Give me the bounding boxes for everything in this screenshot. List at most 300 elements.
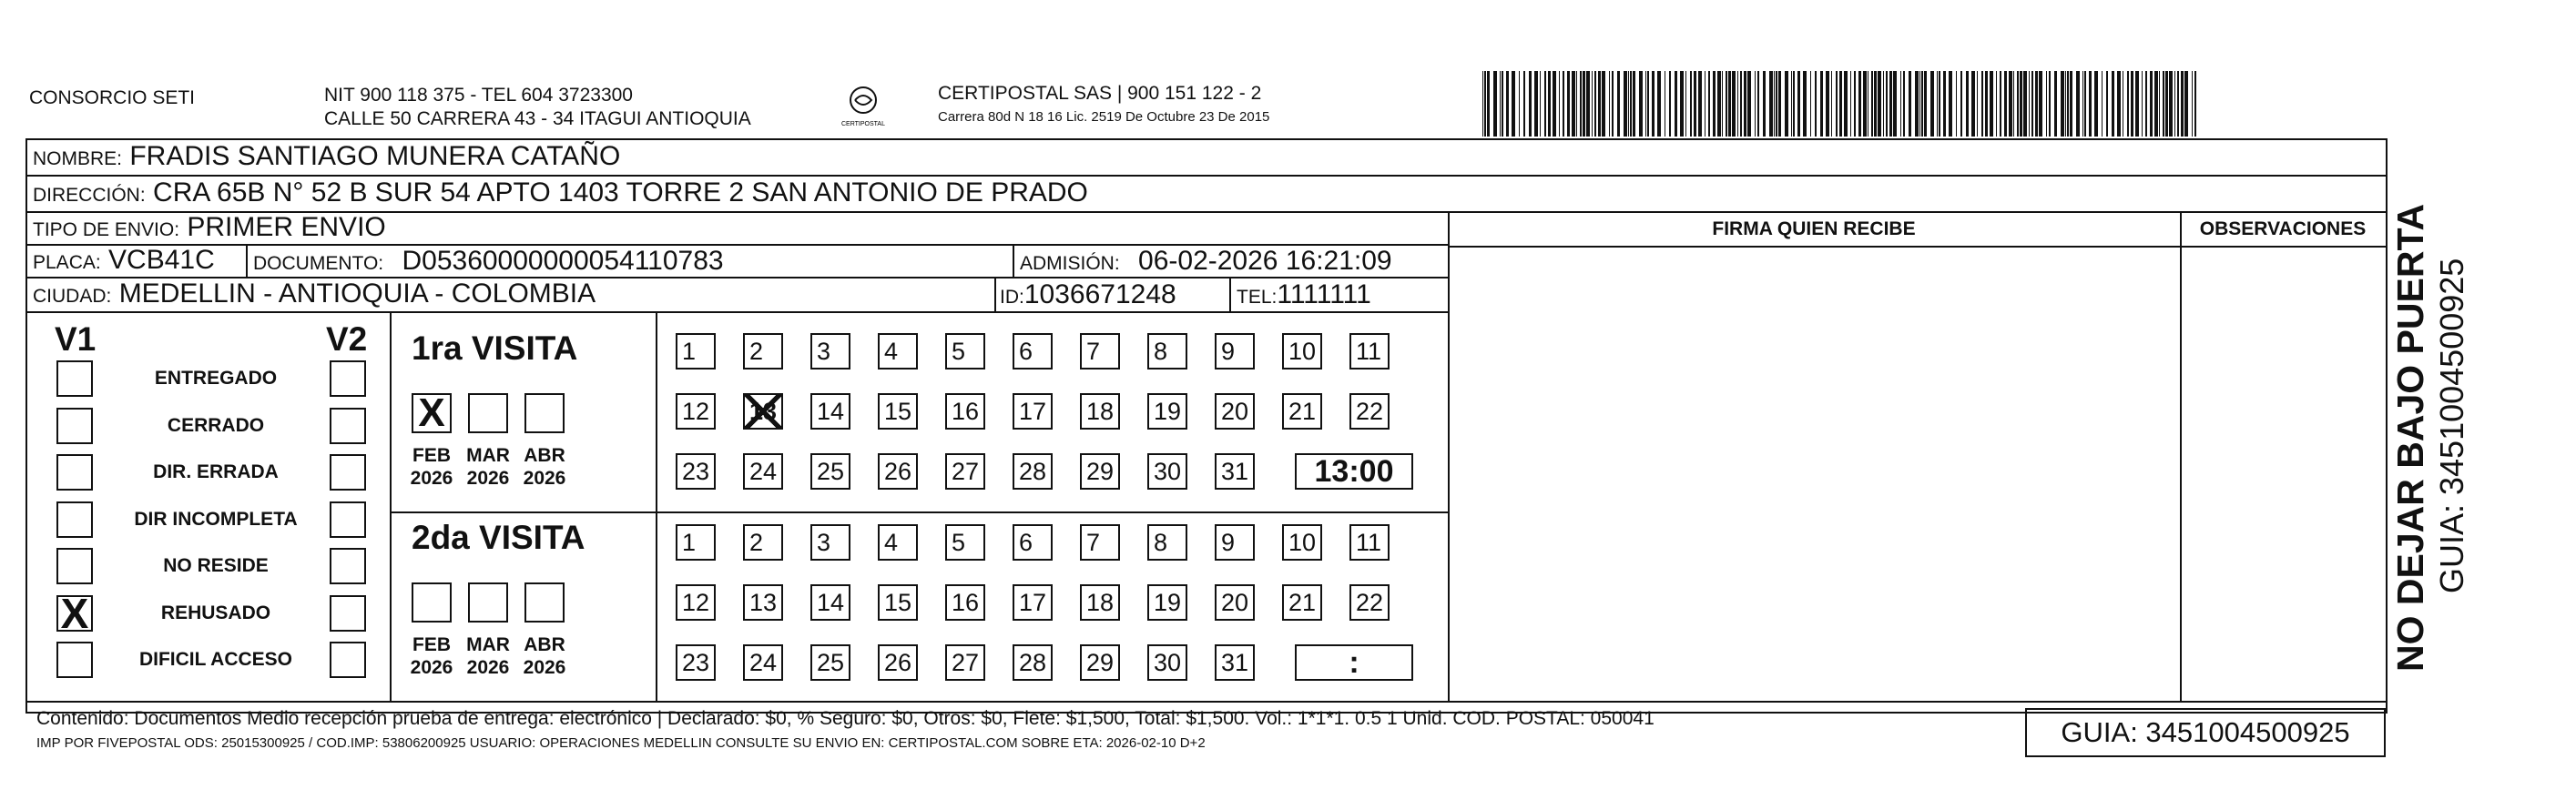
- barcode-bar: [1647, 71, 1649, 137]
- barcode-bar: [1737, 71, 1738, 137]
- month-name: ABR: [524, 634, 565, 655]
- barcode-bar: [1484, 71, 1486, 137]
- barcode-bar: [1797, 71, 1800, 137]
- barcode-bar: [1793, 71, 1795, 137]
- month-year: 2026: [523, 657, 566, 678]
- v2-checkbox[interactable]: [330, 595, 366, 632]
- barcode-bar: [1624, 71, 1627, 137]
- admision-value: 06-02-2026 16:21:09: [1138, 246, 1392, 276]
- day-checkbox[interactable]: 27: [945, 453, 985, 490]
- day-checkbox[interactable]: 16: [945, 393, 985, 430]
- barcode-bar: [2094, 71, 2098, 137]
- barcode-bar: [1930, 71, 1934, 137]
- row-direccion: [27, 177, 2386, 213]
- barcode-bar: [1559, 71, 1560, 137]
- barcode-bar: [1981, 71, 1983, 137]
- barcode-bar: [1713, 71, 1716, 137]
- barcode-bar: [1757, 71, 1759, 137]
- v1-checkbox[interactable]: [56, 548, 93, 584]
- v1-checkbox[interactable]: [56, 501, 93, 538]
- barcode-bar: [1576, 71, 1577, 137]
- day-checkbox[interactable]: 25: [810, 453, 850, 490]
- observations-area[interactable]: [2184, 249, 2382, 699]
- barcode-bar: [2084, 71, 2086, 137]
- barcode-bar: [1592, 71, 1593, 137]
- month-checkbox[interactable]: [524, 393, 565, 433]
- day-checkbox[interactable]: 30: [1147, 644, 1187, 681]
- barcode-bar: [1854, 71, 1856, 137]
- barcode-bar: [2192, 71, 2193, 137]
- barcode-bar: [1966, 71, 1969, 137]
- barcode-bar: [1893, 71, 1897, 137]
- barcode-bar: [1919, 71, 1920, 137]
- day-checkbox[interactable]: 22: [1349, 393, 1390, 430]
- barcode-bar: [1675, 71, 1677, 137]
- day-checkbox[interactable]: 13: [743, 393, 783, 430]
- ciudad-value: MEDELLIN - ANTIOQUIA - COLOMBIA: [118, 278, 596, 309]
- nit-line: NIT 900 118 375 - TEL 604 3723300: [324, 85, 633, 106]
- barcode-bar: [1820, 71, 1823, 137]
- signature-area[interactable]: [1453, 249, 2176, 699]
- barcode-bar: [1628, 71, 1629, 137]
- barcode-bar: [1939, 71, 1940, 137]
- month-checkbox[interactable]: [412, 582, 452, 623]
- barcode-bar: [1502, 71, 1503, 137]
- month-name: MAR: [466, 445, 510, 466]
- day-checkbox[interactable]: 9: [1215, 333, 1255, 370]
- barcode: [1482, 71, 2204, 137]
- barcode-bar: [2194, 71, 2196, 137]
- barcode-bar: [2013, 71, 2014, 137]
- barcode-bar: [1708, 71, 1710, 137]
- barcode-bar: [1985, 71, 1988, 137]
- contenido-text: Contenido: Documentos Medio recepción prueba de entrega: electrónico | Declarado: $0, % Seguro: $0, Otros: $0, Flete: $1,500, Total: $1,500. Vol.: 1*1*1. 0.5 1 Unid. COD. POSTAL: 050041: [36, 708, 1655, 729]
- barcode-bar: [2165, 71, 2168, 137]
- tel-field: [1237, 278, 1371, 314]
- barcode-bar: [1956, 71, 1957, 137]
- barcode-bar: [1977, 71, 1978, 137]
- month-year: 2026: [410, 468, 453, 489]
- barcode-bar: [1785, 71, 1788, 137]
- barcode-bar: [1839, 71, 1842, 137]
- barcode-bar: [1937, 71, 1938, 137]
- barcode-bar: [2029, 71, 2030, 137]
- barcode-bar: [2145, 71, 2147, 137]
- barcode-bar: [1774, 71, 1775, 137]
- month-label: [406, 444, 457, 490]
- day-checkbox[interactable]: 18: [1080, 584, 1120, 621]
- barcode-bar: [1487, 71, 1490, 137]
- admision-label: ADMISIÓN:: [1020, 253, 1120, 274]
- v1-checkbox[interactable]: [56, 642, 93, 678]
- month-year: 2026: [410, 657, 453, 678]
- barcode-bar: [1645, 71, 1646, 137]
- firma-header: FIRMA QUIEN RECIBE: [1712, 218, 1916, 239]
- id-field: [1000, 278, 1176, 314]
- barcode-bar: [1791, 71, 1792, 137]
- day-checkbox[interactable]: 10: [1282, 524, 1322, 561]
- day-checkbox[interactable]: 21: [1282, 584, 1322, 621]
- barcode-bar: [1633, 71, 1635, 137]
- day-checkbox[interactable]: 20: [1215, 393, 1255, 430]
- status-reason-label: DIR INCOMPLETA: [134, 508, 298, 530]
- day-checkbox[interactable]: 9: [1215, 524, 1255, 561]
- day-checkbox[interactable]: 28: [1013, 644, 1053, 681]
- v2-checkbox[interactable]: [330, 360, 366, 397]
- day-checkbox[interactable]: 29: [1080, 453, 1120, 490]
- barcode-bar: [1698, 71, 1702, 137]
- guia-vertical: GUIA: 3451004500925: [2433, 258, 2470, 593]
- barcode-bar: [1639, 71, 1643, 137]
- v2-checkbox[interactable]: [330, 501, 366, 538]
- row-nombre: [27, 140, 2386, 177]
- barcode-bar: [1586, 71, 1590, 137]
- address-line: CALLE 50 CARRERA 43 - 34 ITAGUI ANTIOQUIA: [324, 108, 751, 129]
- status-reason-label: DIFICIL ACCESO: [138, 649, 292, 670]
- barcode-bar: [1717, 71, 1721, 137]
- barcode-bar: [2067, 71, 2069, 137]
- barcode-bar: [2009, 71, 2012, 137]
- barcode-bar: [2150, 71, 2153, 137]
- status-reason-label: CERRADO: [167, 414, 265, 436]
- status-reason-label: REHUSADO: [160, 602, 271, 623]
- month-label: [463, 633, 514, 679]
- barcode-bar: [2117, 71, 2121, 137]
- v1-header: V1: [55, 320, 97, 358]
- month-checkbox[interactable]: [468, 582, 508, 623]
- month-label: [406, 633, 457, 679]
- barcode-bar: [1776, 71, 1777, 137]
- month-year: 2026: [466, 468, 510, 489]
- barcode-bar: [1685, 71, 1686, 137]
- barcode-bar: [2082, 71, 2083, 137]
- row-ciudad: [27, 278, 1448, 313]
- day-checkbox[interactable]: 15: [878, 393, 918, 430]
- imp-text: IMP POR FIVEPOSTAL ODS: 25015300925 / COD.IMP: 53806200925 USUARIO: OPERACIONES MEDELLIN CONSULTE SU ENVIO EN: CERTIPOSTAL.COM SOBRE ETA: 2026-02-10 D+2: [36, 735, 1206, 751]
- barcode-bar: [1943, 71, 1946, 137]
- guia-box: GUIA: 3451004500925: [2025, 708, 2386, 757]
- day-checkbox[interactable]: 28: [1013, 453, 1053, 490]
- day-checkbox[interactable]: 27: [945, 644, 985, 681]
- barcode-bar: [1482, 71, 1483, 137]
- day-checkbox[interactable]: 31: [1215, 644, 1255, 681]
- day-checkbox[interactable]: 14: [810, 584, 850, 621]
- month-checkbox[interactable]: [524, 582, 565, 623]
- barcode-bar: [1921, 71, 1923, 137]
- v1-checkbox[interactable]: X: [56, 595, 93, 632]
- ciudad-label: CIUDAD:: [33, 286, 112, 307]
- barcode-bar: [1878, 71, 1881, 137]
- barcode-bar: [2031, 71, 2033, 137]
- barcode-bar: [1886, 71, 1888, 137]
- barcode-bar: [1609, 71, 1610, 137]
- barcode-bar: [1960, 71, 1962, 137]
- barcode-bar: [2089, 71, 2092, 137]
- placa-label: PLACA:: [33, 252, 101, 273]
- barcode-bar: [1583, 71, 1585, 137]
- barcode-bar: [2020, 71, 2022, 137]
- barcode-bar: [1996, 71, 1997, 137]
- month-label: [463, 444, 514, 490]
- month-name: FEB: [412, 445, 451, 466]
- barcode-bar: [2035, 71, 2038, 137]
- documento-value: D05360000000054110783: [402, 246, 724, 276]
- barcode-bar: [1493, 71, 1497, 137]
- day-checkbox[interactable]: 26: [878, 644, 918, 681]
- barcode-bar: [2017, 71, 2019, 137]
- barcode-bar: [1680, 71, 1684, 137]
- barcode-bar: [2154, 71, 2158, 137]
- day-checkbox[interactable]: 22: [1349, 584, 1390, 621]
- day-checkbox[interactable]: 8: [1147, 524, 1187, 561]
- barcode-bar: [1732, 71, 1736, 137]
- day-checkbox[interactable]: 7: [1080, 524, 1120, 561]
- month-name: MAR: [466, 634, 510, 655]
- day-checkbox[interactable]: 2: [743, 333, 783, 370]
- barcode-bar: [1803, 71, 1807, 137]
- id-value: 1036671248: [1023, 279, 1176, 309]
- tipo-value: PRIMER ENVIO: [187, 212, 386, 242]
- barcode-bar: [1871, 71, 1873, 137]
- day-checkbox[interactable]: 19: [1147, 584, 1187, 621]
- barcode-bar: [1728, 71, 1731, 137]
- day-checkbox[interactable]: 4: [878, 524, 918, 561]
- barcode-bar: [2177, 71, 2179, 137]
- month-checkbox[interactable]: X: [412, 393, 452, 433]
- certipostal-address: Carrera 80d N 18 16 Lic. 2519 De Octubre 23 De 2015: [938, 109, 1270, 125]
- barcode-bar: [2127, 71, 2129, 137]
- day-checkbox[interactable]: 17: [1013, 393, 1053, 430]
- barcode-bar: [1810, 71, 1811, 137]
- v1-checkbox[interactable]: [56, 360, 93, 397]
- barcode-bar: [1924, 71, 1927, 137]
- day-checkbox[interactable]: 31: [1215, 453, 1255, 490]
- barcode-bar: [1657, 71, 1661, 137]
- barcode-bar: [2106, 71, 2108, 137]
- v1-checkbox[interactable]: [56, 408, 93, 444]
- barcode-bar: [1694, 71, 1696, 137]
- id-label: ID:: [1000, 287, 1024, 308]
- time-field[interactable]: :: [1295, 644, 1413, 681]
- second-visit-title: 2da VISITA: [412, 519, 585, 556]
- company-name: CONSORCIO SETI: [29, 87, 196, 108]
- v2-checkbox[interactable]: [330, 548, 366, 584]
- barcode-bar: [1519, 71, 1520, 137]
- day-checkbox[interactable]: 29: [1080, 644, 1120, 681]
- tel-label: TEL:: [1237, 287, 1278, 308]
- barcode-bar: [2112, 71, 2114, 137]
- status-reason-label: DIR. ERRADA: [153, 461, 279, 482]
- v2-checkbox[interactable]: [330, 454, 366, 491]
- barcode-bar: [1740, 71, 1742, 137]
- barcode-bar: [1909, 71, 1911, 137]
- barcode-bar: [1844, 71, 1848, 137]
- barcode-bar: [1900, 71, 1901, 137]
- v2-header: V2: [326, 320, 368, 358]
- day-checkbox[interactable]: 24: [743, 644, 783, 681]
- status-reason-label: ENTREGADO: [154, 368, 278, 389]
- barcode-bar: [1858, 71, 1861, 137]
- day-checkbox[interactable]: 16: [945, 584, 985, 621]
- barcode-bar: [1915, 71, 1919, 137]
- barcode-bar: [1612, 71, 1614, 137]
- logo-text: CERTIPOSTAL: [841, 121, 885, 127]
- day-checkbox[interactable]: 21: [1282, 393, 1322, 430]
- direccion-label: DIRECCIÓN:: [33, 185, 146, 206]
- barcode-bar: [1850, 71, 1851, 137]
- barcode-bar: [2181, 71, 2184, 137]
- barcode-bar: [1617, 71, 1620, 137]
- barcode-bar: [2054, 71, 2057, 137]
- day-checkbox[interactable]: 8: [1147, 333, 1187, 370]
- barcode-bar: [1652, 71, 1655, 137]
- day-checkbox[interactable]: 2: [743, 524, 783, 561]
- day-checkbox[interactable]: 25: [810, 644, 850, 681]
- barcode-bar: [1826, 71, 1829, 137]
- barcode-bar: [1506, 71, 1509, 137]
- day-checkbox[interactable]: 23: [676, 453, 716, 490]
- barcode-bar: [2070, 71, 2072, 137]
- barcode-bar: [1534, 71, 1538, 137]
- day-checkbox[interactable]: 26: [878, 453, 918, 490]
- day-checkbox[interactable]: 30: [1147, 453, 1187, 490]
- barcode-bar: [1602, 71, 1605, 137]
- barcode-bar: [1903, 71, 1905, 137]
- barcode-bar: [2135, 71, 2139, 137]
- first-visit-title: 1ra VISITA: [412, 329, 578, 367]
- barcode-bar: [1990, 71, 1993, 137]
- tel-value: 1111111: [1277, 279, 1371, 309]
- barcode-bar: [1726, 71, 1727, 137]
- warning-vertical: NO DEJAR BAJO PUERTA: [2389, 203, 2431, 672]
- barcode-bar: [2169, 71, 2173, 137]
- day-checkbox[interactable]: 19: [1147, 393, 1187, 430]
- barcode-bar: [1598, 71, 1601, 137]
- month-label: [519, 633, 570, 679]
- v2-checkbox[interactable]: [330, 642, 366, 678]
- day-checkbox[interactable]: 13: [743, 584, 783, 621]
- barcode-bar: [2142, 71, 2143, 137]
- day-checkbox[interactable]: 23: [676, 644, 716, 681]
- day-checkbox[interactable]: 3: [810, 524, 850, 561]
- nombre-label: NOMBRE:: [33, 148, 123, 169]
- barcode-bar: [1544, 71, 1546, 137]
- barcode-bar: [1580, 71, 1582, 137]
- v2-checkbox[interactable]: [330, 408, 366, 444]
- barcode-bar: [2023, 71, 2027, 137]
- observaciones-header: OBSERVACIONES: [2199, 218, 2367, 239]
- barcode-bar: [1949, 71, 1952, 137]
- month-name: ABR: [524, 445, 565, 466]
- barcode-bar: [1553, 71, 1556, 137]
- barcode-bar: [2131, 71, 2133, 137]
- barcode-bar: [1755, 71, 1756, 137]
- month-name: FEB: [412, 634, 451, 655]
- day-checkbox[interactable]: 7: [1080, 333, 1120, 370]
- barcode-bar: [2039, 71, 2042, 137]
- barcode-bar: [2184, 71, 2188, 137]
- barcode-bar: [2174, 71, 2175, 137]
- barcode-bar: [1744, 71, 1746, 137]
- barcode-bar: [1883, 71, 1884, 137]
- barcode-bar: [1630, 71, 1632, 137]
- day-checkbox[interactable]: 12: [676, 393, 716, 430]
- day-checkbox[interactable]: 15: [878, 584, 918, 621]
- barcode-bar: [1836, 71, 1838, 137]
- certipostal-logo: [836, 84, 891, 129]
- day-checkbox[interactable]: 10: [1282, 333, 1322, 370]
- barcode-bar: [2046, 71, 2047, 137]
- status-reason-label: NO RESIDE: [163, 555, 269, 576]
- day-checkbox[interactable]: 3: [810, 333, 850, 370]
- v1-checkbox[interactable]: [56, 454, 93, 491]
- barcode-bar: [1548, 71, 1551, 137]
- barcode-bar: [1769, 71, 1773, 137]
- day-checkbox[interactable]: 24: [743, 453, 783, 490]
- barcode-bar: [1500, 71, 1501, 137]
- day-checkbox[interactable]: 6: [1013, 333, 1053, 370]
- day-checkbox[interactable]: 6: [1013, 524, 1053, 561]
- certipostal-line: CERTIPOSTAL SAS | 900 151 122 - 2: [938, 83, 1262, 104]
- barcode-bar: [1874, 71, 1877, 137]
- month-year: 2026: [466, 657, 510, 678]
- day-checkbox[interactable]: 18: [1080, 393, 1120, 430]
- day-checkbox[interactable]: 14: [810, 393, 850, 430]
- barcode-bar: [1572, 71, 1575, 137]
- barcode-bar: [1523, 71, 1525, 137]
- barcode-bar: [2102, 71, 2103, 137]
- barcode-bar: [2000, 71, 2001, 137]
- barcode-bar: [2065, 71, 2066, 137]
- barcode-bar: [1815, 71, 1817, 137]
- direccion-value: CRA 65B N° 52 B SUR 54 APTO 1403 TORRE 2 SAN ANTONIO DE PRADO: [153, 177, 1088, 208]
- barcode-bar: [1747, 71, 1751, 137]
- barcode-bar: [1763, 71, 1766, 137]
- day-checkbox[interactable]: 1: [676, 524, 716, 561]
- barcode-bar: [1722, 71, 1723, 137]
- day-checkbox[interactable]: 5: [945, 524, 985, 561]
- month-checkbox[interactable]: [468, 393, 508, 433]
- day-checkbox[interactable]: 20: [1215, 584, 1255, 621]
- barcode-bar: [1567, 71, 1570, 137]
- barcode-bar: [1529, 71, 1532, 137]
- month-label: [519, 444, 570, 490]
- admision-field: [1020, 246, 1392, 279]
- day-checkbox[interactable]: 1: [676, 333, 716, 370]
- barcode-bar: [1594, 71, 1596, 137]
- day-checkbox[interactable]: 4: [878, 333, 918, 370]
- day-checkbox[interactable]: 17: [1013, 584, 1053, 621]
- barcode-bar: [1540, 71, 1541, 137]
- barcode-bar: [1863, 71, 1867, 137]
- nombre-value: FRADIS SANTIAGO MUNERA CATAÑO: [129, 141, 621, 171]
- barcode-bar: [2049, 71, 2051, 137]
- day-checkbox[interactable]: 11: [1349, 333, 1390, 370]
- barcode-bar: [1512, 71, 1515, 137]
- documento-label: DOCUMENTO:: [253, 253, 384, 274]
- day-checkbox[interactable]: 5: [945, 333, 985, 370]
- barcode-bar: [1831, 71, 1832, 137]
- time-field[interactable]: 13:00: [1295, 453, 1413, 490]
- placa-value: VCB41C: [108, 245, 215, 275]
- tipo-label: TIPO DE ENVIO:: [33, 219, 180, 240]
- barcode-bar: [2076, 71, 2080, 137]
- day-checkbox[interactable]: 11: [1349, 524, 1390, 561]
- barcode-bar: [1669, 71, 1671, 137]
- day-checkbox[interactable]: 12: [676, 584, 716, 621]
- month-year: 2026: [523, 468, 566, 489]
- row-tipo: [27, 213, 1448, 246]
